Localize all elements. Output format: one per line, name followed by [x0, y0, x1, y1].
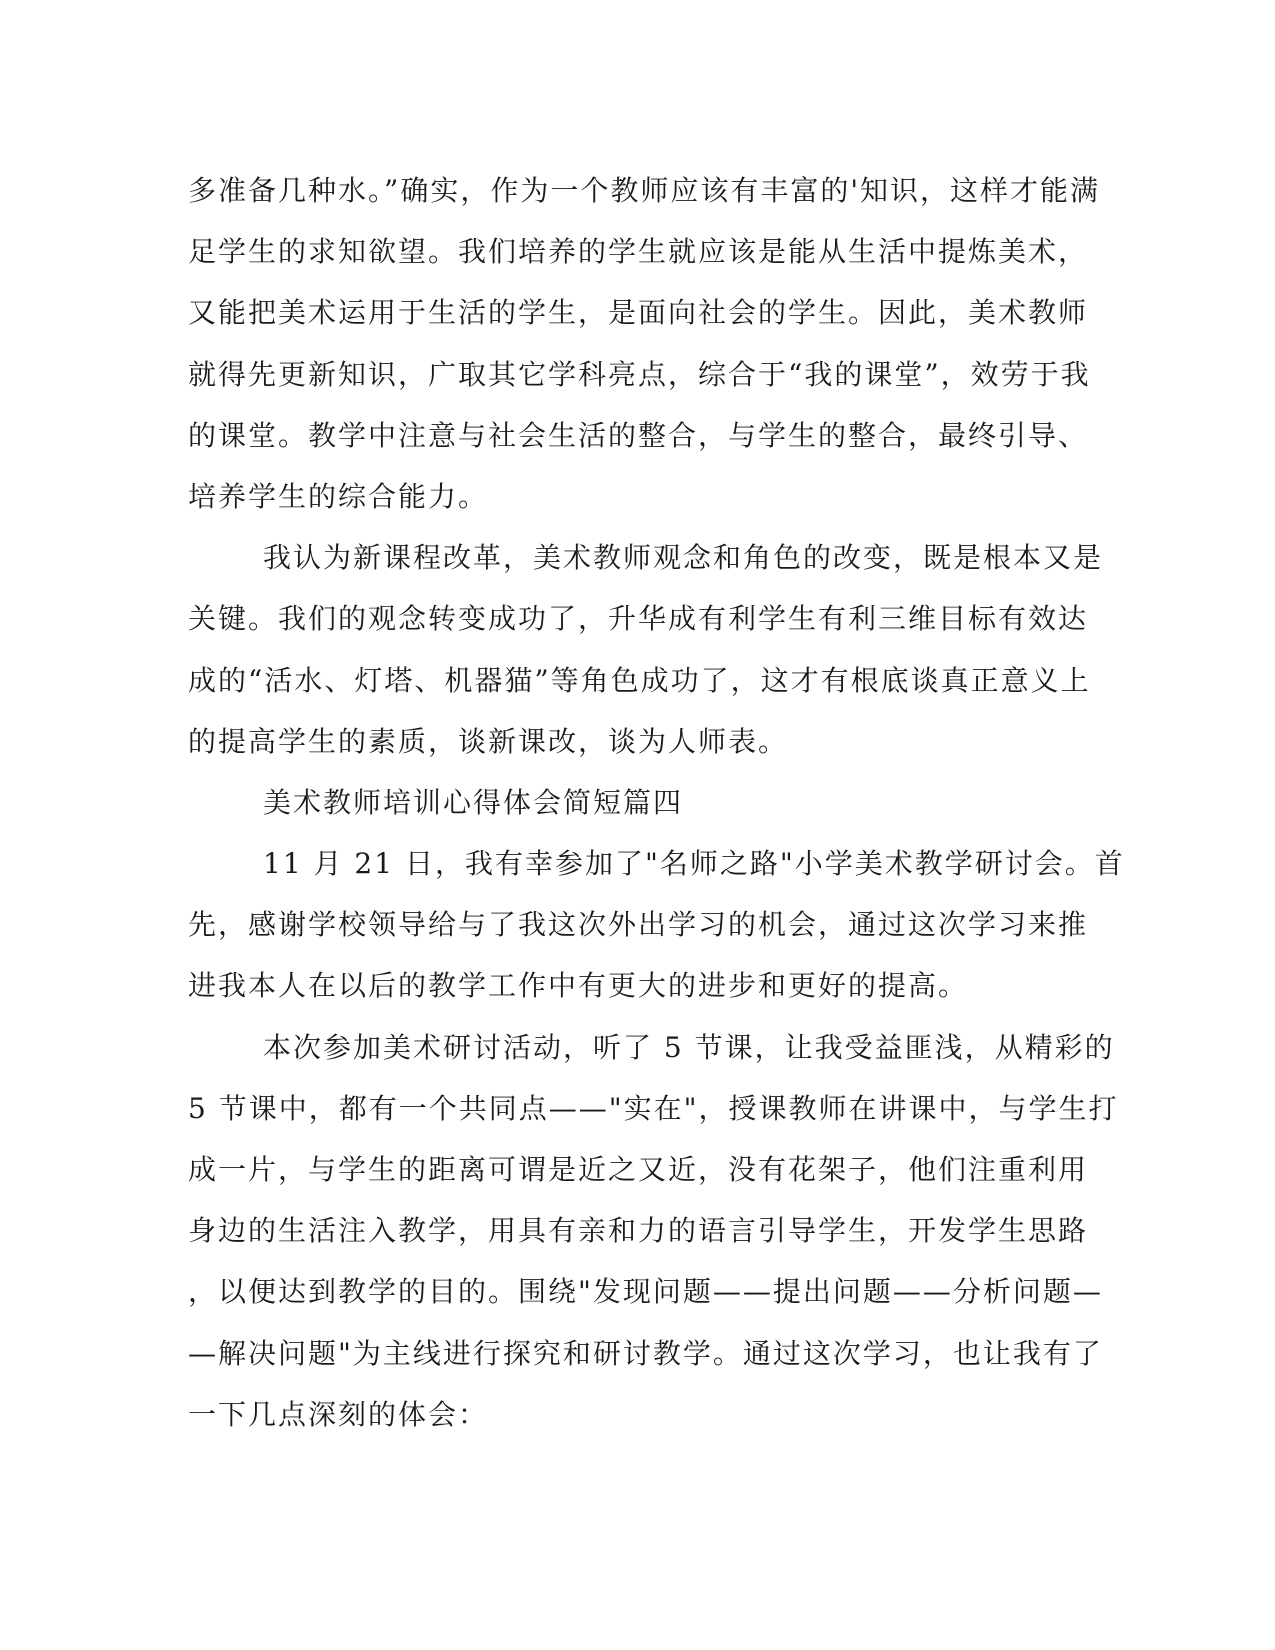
text-line: 成的“活水、灯塔、机器猫”等角色成功了，这才有根底谈真正意义上: [188, 663, 1091, 697]
text-line: 成一片，与学生的距离可谓是近之又近，没有花架子，他们注重利用: [188, 1153, 1089, 1186]
text-line: 又能把美术运用于生活的学生，是面向社会的学生。因此，美术教师: [188, 296, 1089, 330]
text-line: 先，感谢学校领导给与了我这次外出学习的机会，通过这次学习来推: [188, 908, 1089, 942]
text-line: 足学生的求知欲望。我们培养的学生就应该是能从生活中提炼美术，: [188, 235, 1089, 269]
text-line: 就得先更新知识，广取其它学科亮点，综合于“我的课堂”，效劳于我: [188, 357, 1091, 391]
text-line: —解决问题"为主线进行探究和研讨教学。通过这次学习，也让我有了: [188, 1336, 1103, 1370]
text-line: 的课堂。教学中注意与社会生活的整合，与学生的整合，最终引导、: [188, 418, 1089, 452]
text-line: 5 节课中，都有一个共同点——"实在"，授课教师在讲课中，与学生打: [188, 1091, 1119, 1125]
text-line: 的提高学生的素质，谈新课改，谈为人师表。: [188, 724, 789, 758]
text-line: 美术教师培训心得体会简短篇四: [263, 785, 684, 819]
text-line: 培养学生的综合能力。: [188, 479, 489, 513]
text-line: 关键。我们的观念转变成功了，升华成有利学生有利三维目标有效达: [188, 602, 1089, 636]
text-line: 进我本人在以后的教学工作中有更大的进步和更好的提高。: [188, 969, 969, 1003]
text-line: 11 月 21 日，我有幸参加了"名师之路"小学美术教学研讨会。首: [263, 847, 1125, 881]
body-text: [188, 160, 1125, 1445]
text-line: 多准备几种水。”确实，作为一个教师应该有丰富的'知识，这样才能满: [188, 174, 1101, 207]
text-line: 我认为新课程改革，美术教师观念和角色的改变，既是根本又是: [263, 541, 1104, 575]
text-line: ，以便达到教学的目的。围绕"发现问题——提出问题——分析问题—: [188, 1275, 1103, 1309]
text-line: 一下几点深刻的体会：: [188, 1397, 489, 1431]
text-line: 本次参加美术研讨活动，听了 5 节课，让我受益匪浅，从精彩的: [263, 1030, 1115, 1064]
text-line: 身边的生活注入教学，用具有亲和力的语言引导学生，开发学生思路: [188, 1214, 1089, 1248]
